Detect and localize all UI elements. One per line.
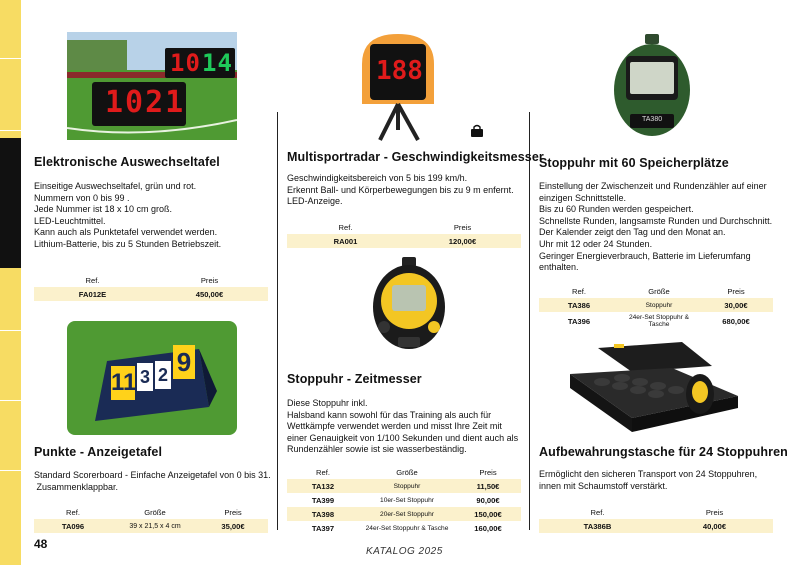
ref-cell: FA012E [34,287,151,301]
size-cell: Stoppuhr [359,479,455,493]
col-header: Preis [453,222,472,232]
desc-line: Jede Nummer ist 18 x 10 cm groß. [34,204,173,215]
desc-line: Wettkämpfe verwendet werden und misst Ihre Zeit mit [287,421,502,432]
led-display-bottom: 1021 [105,85,186,120]
table-row [287,479,521,493]
catalog-footer: KATALOG 2025 [366,546,443,557]
price-cell: 40,00€ [656,519,773,533]
ref-cell: RA001 [287,234,404,248]
desc-line: Nummern von 0 bis 99 . [34,192,130,203]
size-cell: 10er-Set Stoppuhr [359,493,455,507]
desc-line: Uhr mit 12 oder 24 Stunden. [539,238,653,249]
page-number: 48 [34,537,48,551]
desc-line: Geschwindigkeitsbereich von 5 bis 199 km/h. [287,173,468,183]
desc-line: Zusammenklappbar. [34,481,119,492]
table-row [539,312,773,330]
product-description [539,469,757,492]
price-cell: 160,00€ [455,521,521,535]
price-cell: 450,00€ [151,287,268,301]
score-card: 2 [155,361,171,389]
table-row [539,298,773,312]
desc-line: innen mit Schaumstoff verstärkt. [539,480,668,491]
desc-line: Einseitige Auswechseltafel, grün und rot. [34,181,197,191]
product-title: Stoppuhr mit 60 Speicherplätze [539,156,729,170]
size-cell: 39 x 21,5 x 4 cm [112,519,198,533]
score-card: 9 [173,345,195,379]
size-cell: Stoppuhr [619,298,699,312]
product-description [539,181,772,274]
price-cell: 150,00€ [455,507,521,521]
shopping-bag-icon [470,124,484,138]
table-row [34,519,268,533]
stoppuhr-60-image [612,34,692,138]
col-header: Größe [396,467,418,477]
ref-cell: TA399 [287,493,359,507]
product-description [287,398,518,456]
product-description [34,181,221,251]
col-header: Ref. [66,507,80,517]
col-header: Preis [224,507,242,517]
col-header: Ref. [338,222,353,232]
ref-cell: TA386 [539,298,619,312]
size-cell: 24er-Set Stoppuhr & Tasche [359,521,455,535]
led-display-top-green: 14 [202,49,233,77]
col-header: Ref. [590,507,605,517]
desc-line: Einstellung der Zwischenzeit und Rundenzähler auf einer [539,181,767,191]
stoppuhr-model-label: TA380 [642,116,663,123]
desc-line: LED-Anzeige. [287,196,343,207]
col-header: Preis [727,286,745,296]
price-table [539,284,773,330]
desc-line: Rundenzähler sowie ist sie wasserbeständig. [287,444,467,455]
col-header: Preis [705,507,724,517]
table-row [539,519,773,533]
desc-line: Ermöglicht den sicheren Transport von 24 Stoppuhren, [539,469,758,479]
chapter-tab-strip [0,0,21,565]
product-title: Multisportradar - Geschwindigkeitsmesser [287,150,544,164]
aufbewahrungstasche-image [562,338,744,434]
table-row [287,507,521,521]
table-row [287,493,521,507]
ref-cell: TA397 [287,521,359,535]
col-header: Ref. [316,467,330,477]
desc-line: Lithium-Batterie, bis zu 5 Stunden Betriebszeit. [34,238,222,249]
size-cell: 24er-Set Stoppuhr & Tasche [619,312,699,330]
radar-image [356,30,440,145]
ref-cell: TA398 [287,507,359,521]
ref-cell: TA132 [287,479,359,493]
table-row [287,234,521,248]
desc-line: einer Genauigkeit von 1/100 Sekunden und dient auch als [287,432,519,443]
desc-line: Kann auch als Punktetafel verwendet werden. [34,227,218,238]
ref-cell: TA386B [539,519,656,533]
ref-cell: TA096 [34,519,112,533]
score-card: 11 [111,366,135,400]
desc-line: Halsband kann sowohl für das Training als auch für [287,409,492,420]
price-table [34,505,268,533]
price-cell: 11,50€ [455,479,521,493]
price-table [287,465,521,535]
col-header: Ref. [572,286,586,296]
product-title: Aufbewahrungstasche für 24 Stoppuhren [539,445,788,459]
stoppuhr-zeitmesser-image [370,255,448,365]
col-header: Größe [144,507,166,517]
table-row [34,287,268,301]
score-card: 3 [137,363,153,391]
size-cell: 20er-Set Stoppuhr [359,507,455,521]
product-description [34,470,271,493]
price-cell: 120,00€ [404,234,521,248]
col-header: Größe [648,286,670,296]
price-cell: 90,00€ [455,493,521,507]
product-title: Stoppuhr - Zeitmesser [287,372,422,386]
desc-line: Bis zu 60 Runden werden gespeichert. [539,204,694,215]
desc-line: LED-Leuchtmittel. [34,215,106,226]
price-cell: 30,00€ [699,298,773,312]
price-table [539,505,773,533]
desc-line: Erkennt Ball- und Körperbewegungen bis zu 9 m enfernt. [287,184,514,195]
desc-line: enthalten. [539,262,579,273]
desc-line: Diese Stoppuhr inkl. [287,398,368,408]
price-table [34,273,268,301]
product-title: Elektronische Auswechseltafel [34,155,220,169]
ref-cell: TA396 [539,312,619,330]
auswechseltafel-image [67,32,237,140]
price-cell: 680,00€ [699,312,773,330]
product-description [287,173,514,208]
price-table [287,220,521,248]
desc-line: Geringer Energieverbrauch, Batterie im Lieferumfang [539,250,751,261]
column-divider [277,112,278,530]
price-cell: 35,00€ [198,519,268,533]
desc-line: Schnellste Runden, langsamste Runden und Durchschnitt. [539,215,773,226]
desc-line: einzigen Schnittstelle. [539,192,627,203]
led-display-top-red: 10 [170,49,201,77]
col-header: Preis [200,275,219,285]
desc-line: Standard Scorerboard - Einfache Anzeigetafel von 0 bis 31. [34,470,271,480]
col-header: Preis [479,467,497,477]
column-divider [529,112,530,530]
anzeigetafel-image [67,321,237,435]
radar-led-display: 188 [376,56,423,86]
product-title: Punkte - Anzeigetafel [34,445,163,459]
table-row [287,521,521,535]
desc-line: Der Kalender zeigt den Tag und den Monat an. [539,227,726,238]
active-chapter-marker [0,138,21,268]
col-header: Ref. [85,275,100,285]
